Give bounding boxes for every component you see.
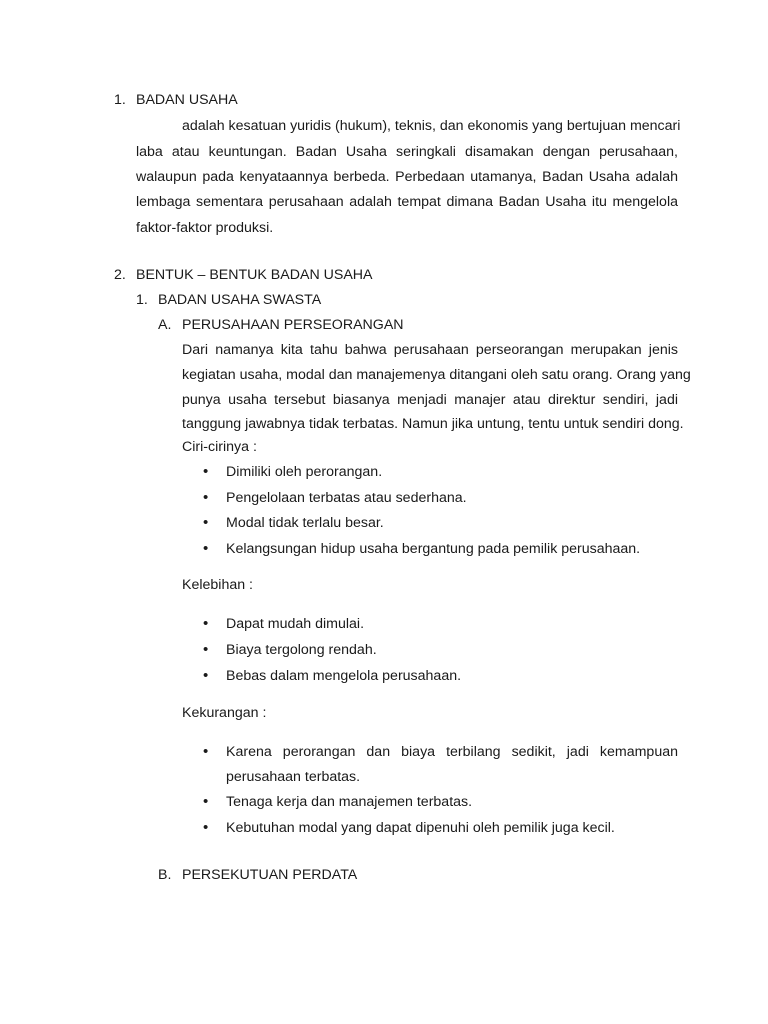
kelebihan-label: Kelebihan : bbox=[182, 577, 253, 593]
partA-line-4: tanggung jawabnya tidak terbatas. Namun jika untung, tentu untuk sendiri dong. bbox=[182, 416, 684, 432]
subsection-title: BADAN USAHA SWASTA bbox=[158, 292, 322, 308]
partB-title: PERSEKUTUAN PERDATA bbox=[182, 867, 358, 883]
partA-line-3: punya usaha tersebut biasanya menjadi manajer atau direktur sendiri, jadi bbox=[182, 392, 678, 408]
partA-line-1: Dari namanya kita tahu bahwa perusahaan perseorangan merupakan jenis bbox=[182, 342, 678, 358]
kekurangan-item-line2: perusahaan terbatas. bbox=[226, 769, 361, 785]
bullet-icon: • bbox=[203, 514, 209, 531]
ciri-item: Modal tidak terlalu besar. bbox=[226, 515, 384, 531]
section1-line-3: walaupun pada kenyataannya berbeda. Perbedaan utamanya, Badan Usaha adalah bbox=[136, 169, 678, 185]
ciri-label: Ciri-cirinya : bbox=[182, 439, 257, 455]
bullet-icon: • bbox=[203, 615, 209, 632]
kelebihan-item: Dapat mudah dimulai. bbox=[226, 616, 365, 632]
section2-title: BENTUK – BENTUK BADAN USAHA bbox=[136, 267, 373, 283]
bullet-icon: • bbox=[203, 793, 209, 810]
section1-line-5: faktor-faktor produksi. bbox=[136, 220, 274, 236]
bullet-icon: • bbox=[203, 667, 209, 684]
bullet-icon: • bbox=[203, 489, 209, 506]
section2-number: 2. bbox=[114, 267, 126, 283]
kekurangan-item: Kebutuhan modal yang dapat dipenuhi oleh pemilik juga kecil. bbox=[226, 820, 615, 836]
partA-line-2: kegiatan usaha, modal dan manajemenya ditangani oleh satu orang. Orang yang bbox=[182, 367, 691, 383]
ciri-item: Kelangsungan hidup usaha bergantung pada pemilik perusahaan. bbox=[226, 541, 641, 557]
bullet-icon: • bbox=[203, 463, 209, 480]
kekurangan-label: Kekurangan : bbox=[182, 705, 267, 721]
partA-letter: A. bbox=[158, 317, 172, 333]
kelebihan-item: Bebas dalam mengelola perusahaan. bbox=[226, 668, 462, 684]
section1-title: BADAN USAHA bbox=[136, 92, 238, 108]
subsection-number: 1. bbox=[136, 292, 148, 308]
section1-line-1: adalah kesatuan yuridis (hukum), teknis, dan ekonomis yang bertujuan mencari bbox=[182, 118, 681, 134]
partA-title: PERUSAHAAN PERSEORANGAN bbox=[182, 317, 404, 333]
kekurangan-item: Tenaga kerja dan manajemen terbatas. bbox=[226, 794, 473, 810]
ciri-item: Dimiliki oleh perorangan. bbox=[226, 464, 383, 480]
bullet-icon: • bbox=[203, 641, 209, 658]
ciri-item: Pengelolaan terbatas atau sederhana. bbox=[226, 490, 467, 506]
bullet-icon: • bbox=[203, 743, 209, 760]
bullet-icon: • bbox=[203, 819, 209, 836]
kelebihan-item: Biaya tergolong rendah. bbox=[226, 642, 377, 658]
bullet-icon: • bbox=[203, 540, 209, 557]
section1-line-4: lembaga sementara perusahaan adalah tempat dimana Badan Usaha itu mengelola bbox=[136, 194, 678, 210]
section1-line-2: laba atau keuntungan. Badan Usaha seringkali disamakan dengan perusahaan, bbox=[136, 144, 678, 160]
partB-letter: B. bbox=[158, 867, 172, 883]
section1-number: 1. bbox=[114, 92, 126, 108]
kekurangan-item-line1: Karena perorangan dan biaya terbilang sedikit, jadi kemampuan bbox=[226, 744, 678, 760]
